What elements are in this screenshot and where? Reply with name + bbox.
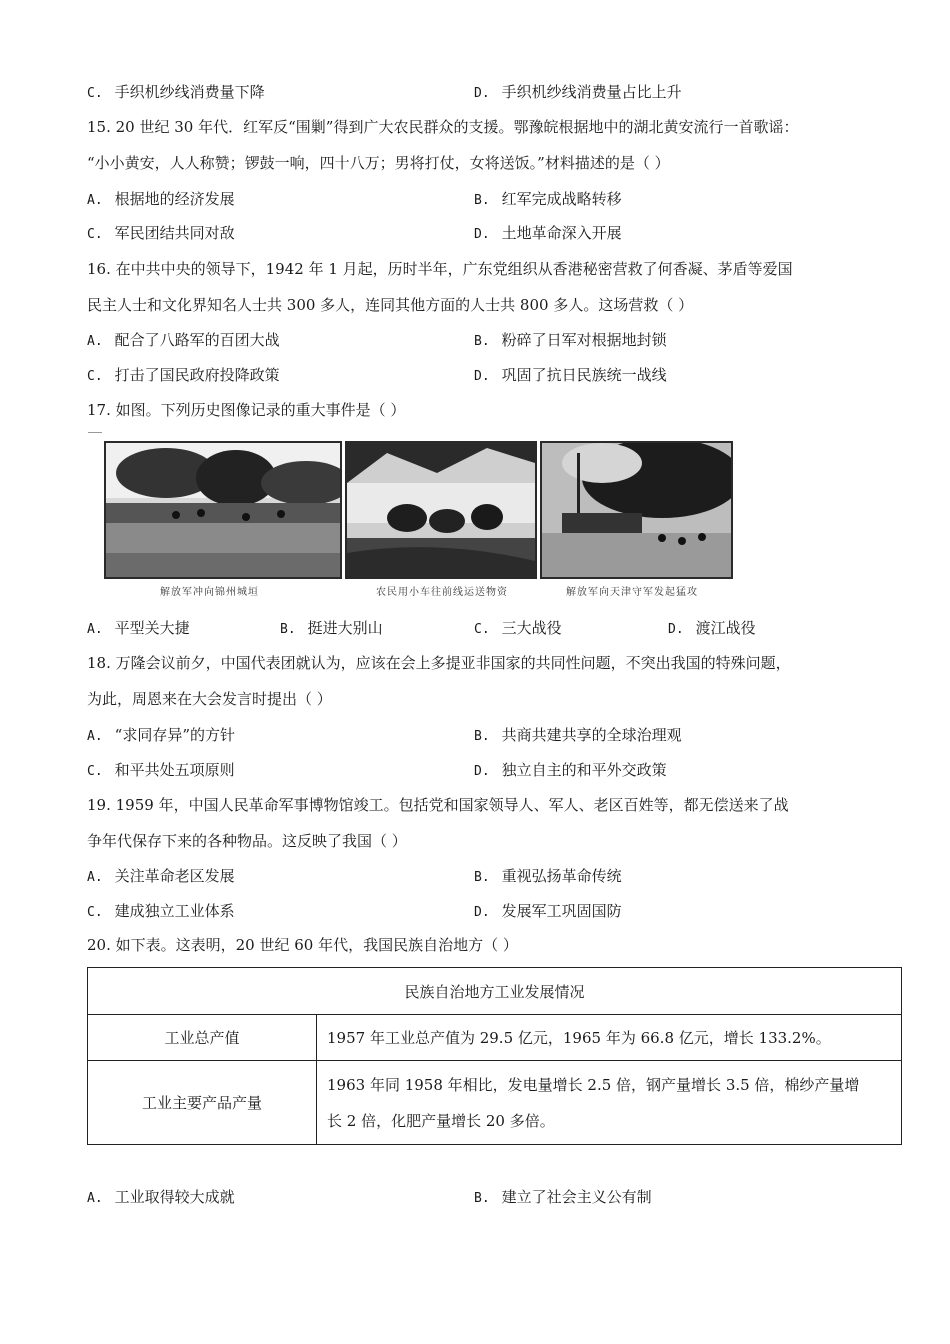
option-letter: C. — [87, 369, 103, 384]
option-letter: B. — [474, 1191, 490, 1206]
option-text: 手织机纱线消费量下降 — [114, 83, 265, 101]
q16-option-d — [474, 365, 667, 387]
q16-option-b — [474, 330, 667, 352]
margin-mark — [88, 432, 102, 433]
q18-stem-line-1: 18. 万隆会议前夕，中国代表团就认为，应该在会上多提亚非国家的共同性问题，不突出我国的特殊问题， — [87, 654, 791, 672]
option-letter: B. — [474, 193, 490, 208]
photo-jinzhou-assault — [104, 441, 342, 579]
option-text: 巩固了抗日民族统一战线 — [501, 366, 667, 384]
option-letter: D. — [474, 905, 490, 920]
q19-option-d — [474, 901, 622, 923]
q15-stem-line-2: “小小黄安，人人称赞；锣鼓一响，四十八万；男将打仗，女将送饭。”材料描述的是（ ） — [87, 154, 670, 172]
option-text: 重视弘扬革命传统 — [501, 867, 622, 885]
option-text: 粉碎了日军对根据地封锁 — [501, 331, 667, 349]
table-row — [88, 1061, 902, 1145]
option-letter: C. — [87, 227, 103, 242]
table-row-label: 工业总产值 — [88, 1015, 317, 1061]
q16-stem-line-1: 16. 在中共中央的领导下，1942 年 1 月起，历时半年，广东党组织从香港秘密营救了何香凝、茅盾等爱国 — [87, 260, 793, 278]
option-text: 根据地的经济发展 — [114, 190, 235, 208]
q19-option-c — [87, 901, 235, 923]
option-text: 渡江战役 — [695, 619, 756, 637]
table-row-content-line-1: 1963 年同 1958 年相比，发电量增长 2.5 倍，钢产量增长 3.5 倍，棉纱产量增 — [327, 1075, 860, 1094]
option-text: 三大战役 — [501, 619, 562, 637]
option-letter: D. — [474, 86, 490, 101]
q18-option-d — [474, 760, 667, 782]
photo-caption-1: 解放军冲向锦州城垣 — [160, 587, 259, 598]
option-text: 挺进大别山 — [307, 619, 383, 637]
q16-option-a — [87, 330, 280, 352]
option-text: 发展军工巩固国防 — [501, 902, 622, 920]
option-letter: A. — [87, 334, 103, 349]
q18-option-b — [474, 725, 682, 747]
option-text: 红军完成战略转移 — [501, 190, 622, 208]
option-letter: B. — [474, 870, 490, 885]
photo-jinzhou-image — [106, 443, 340, 577]
photo-caption-3: 解放军向天津守军发起猛攻 — [566, 587, 698, 598]
option-letter: C. — [87, 905, 103, 920]
q18-option-c — [87, 760, 235, 782]
q15-option-b — [474, 189, 622, 211]
option-text: 独立自主的和平外交政策 — [501, 761, 667, 779]
option-text: 平型关大捷 — [114, 619, 190, 637]
q18-option-a — [87, 725, 235, 747]
q19-stem-line-1: 19. 1959 年，中国人民革命军事博物馆竣工。包括党和国家领导人、军人、老区百姓等，都无偿送来了战 — [87, 796, 789, 814]
option-text: 手织机纱线消费量占比上升 — [501, 83, 682, 101]
option-text: 配合了八路军的百团大战 — [114, 331, 280, 349]
option-letter: A. — [87, 193, 103, 208]
option-text: 建成独立工业体系 — [114, 902, 235, 920]
option-letter: B. — [280, 622, 296, 637]
table-row-label: 工业主要产品产量 — [88, 1061, 317, 1145]
option-text: 建立了社会主义公有制 — [501, 1188, 652, 1206]
option-text: 军民团结共同对敌 — [114, 224, 235, 242]
industry-development-table — [87, 967, 902, 1145]
option-letter: A. — [87, 729, 103, 744]
option-letter: C. — [87, 764, 103, 779]
option-text: 和平共处五项原则 — [114, 761, 235, 779]
option-text: 工业取得较大成就 — [114, 1188, 235, 1206]
q20-option-a — [87, 1187, 235, 1209]
option-letter: A. — [87, 622, 103, 637]
q15-option-c — [87, 223, 235, 245]
option-letter: D. — [474, 227, 490, 242]
q17-option-a — [87, 618, 190, 640]
q14-option-d — [474, 82, 682, 104]
q17-option-d — [668, 618, 756, 640]
q15-option-a — [87, 189, 235, 211]
option-letter: D. — [474, 764, 490, 779]
option-text: 土地革命深入开展 — [501, 224, 622, 242]
q20-stem-line-1: 20. 如下表。这表明，20 世纪 60 年代，我国民族自治地方（ ） — [87, 936, 518, 954]
q17-stem-line-1: 17. 如图。下列历史图像记录的重大事件是（ ） — [87, 401, 406, 419]
q17-option-b — [280, 618, 383, 640]
option-letter: C. — [474, 622, 490, 637]
table-row-content-line-2: 长 2 倍，化肥产量增长 20 多倍。 — [327, 1111, 555, 1130]
q14-option-c — [87, 82, 265, 104]
option-text: 共商共建共享的全球治理观 — [501, 726, 682, 744]
q17-option-c — [474, 618, 562, 640]
option-letter: A. — [87, 1191, 103, 1206]
table-row-content — [317, 1061, 902, 1145]
q19-option-a — [87, 866, 235, 888]
option-letter: B. — [474, 729, 490, 744]
q19-stem-line-2: 争年代保存下来的各种物品。这反映了我国（ ） — [87, 832, 407, 850]
option-text: “求同存异”的方针 — [114, 726, 235, 744]
photo-tianjin-attack — [540, 441, 733, 579]
photo-tianjin-image — [542, 443, 731, 577]
option-letter: C. — [87, 86, 103, 101]
photo-farmers-carts — [345, 441, 537, 579]
q16-option-c — [87, 365, 280, 387]
q19-option-b — [474, 866, 622, 888]
photo-farmers-image — [347, 443, 535, 577]
q20-option-b — [474, 1187, 652, 1209]
option-letter: D. — [668, 622, 684, 637]
option-letter: B. — [474, 334, 490, 349]
historical-photo-strip — [104, 441, 729, 603]
table-row-content: 1957 年工业总产值为 29.5 亿元，1965 年为 66.8 亿元，增长 133.2%。 — [317, 1015, 902, 1061]
table-title-row — [88, 968, 902, 1015]
q16-stem-line-2: 民主人士和文化界知名人士共 300 多人，连同其他方面的人士共 800 多人。这场营救（ ） — [87, 296, 694, 314]
q15-option-d — [474, 223, 622, 245]
q15-stem-line-1: 15. 20 世纪 30 年代．红军反“围剿”得到广大农民群众的支援。鄂豫皖根据地中的湖北黄安流行一首歌谣： — [87, 118, 799, 136]
option-text: 打击了国民政府投降政策 — [114, 366, 280, 384]
option-letter: D. — [474, 369, 490, 384]
table-title: 民族自治地方工业发展情况 — [88, 968, 902, 1015]
option-text: 关注革命老区发展 — [114, 867, 235, 885]
q18-stem-line-2: 为此，周恩来在大会发言时提出（ ） — [87, 690, 332, 708]
option-letter: A. — [87, 870, 103, 885]
table-row — [88, 1015, 902, 1061]
photo-caption-2: 农民用小车往前线运送物资 — [376, 587, 508, 598]
